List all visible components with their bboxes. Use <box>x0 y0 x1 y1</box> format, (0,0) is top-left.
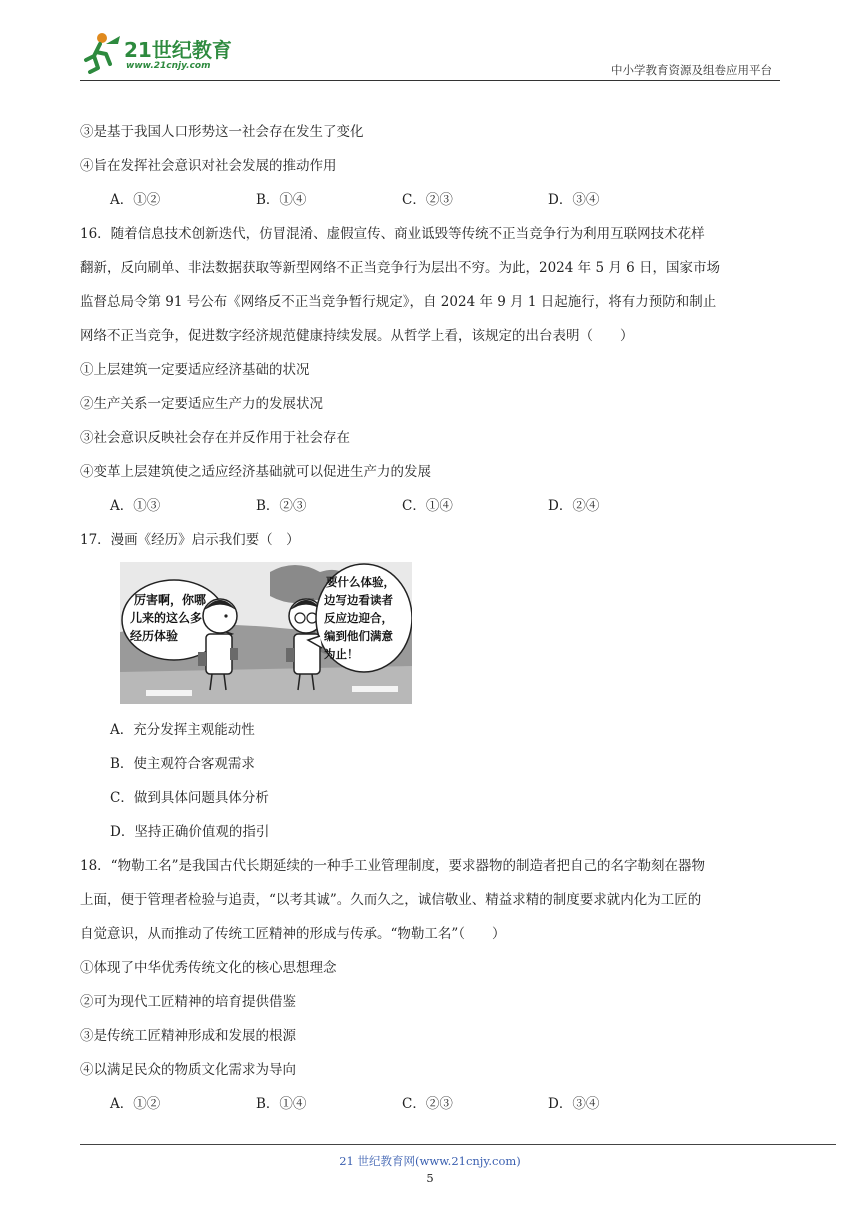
q18-option-b[interactable]: B．①④ <box>256 1096 307 1112</box>
comic-illustration <box>120 562 412 704</box>
site-logo[interactable] <box>80 28 260 76</box>
q18-item-4: ④以满足民众的物质文化需求为导向 <box>80 1062 296 1078</box>
footer-site-link[interactable]: 21 世纪教育网(www.21cnjy.com) <box>339 1154 521 1168</box>
q16-stem-line-1: 16．随着信息技术创新迭代，仿冒混淆、虚假宣传、商业诋毁等传统不正当竞争行为利用互联网技术花样 <box>80 226 705 242</box>
q17-option-d[interactable]: D．坚持正确价值观的指引 <box>110 824 270 840</box>
running-man-logo-icon <box>80 30 124 74</box>
logo-url: www.21cnjy.com <box>126 61 211 71</box>
bubble-right-line-2: 边写边看读者 <box>324 593 393 607</box>
q17-stem: 17．漫画《经历》启示我们要（ ） <box>80 532 300 548</box>
q18-option-a[interactable]: A．①② <box>110 1096 161 1112</box>
bubble-left-line-3: 经历体验 <box>130 629 179 643</box>
page-header <box>80 28 780 80</box>
q16-item-4: ④变革上层建筑使之适应经济基础就可以促进生产力的发展 <box>80 464 431 480</box>
q18-item-2: ②可为现代工匠精神的培育提供借鉴 <box>80 994 296 1010</box>
logo-title: 21世纪教育 <box>124 38 232 62</box>
q18-item-1: ①体现了中华优秀传统文化的核心思想理念 <box>80 960 337 976</box>
header-divider <box>80 80 780 81</box>
bubble-left-line-1: 厉害啊，你哪 <box>134 593 207 607</box>
bubble-right-line-1: 要什么体验， <box>326 575 395 589</box>
q16-option-a[interactable]: A．①③ <box>110 498 161 514</box>
q18-stem-line-2: 上面，便于管理者检验与追责，“以考其诚”。久而久之，诚信敬业、精益求精的制度要求就内化为工匠的 <box>80 892 702 908</box>
q15-item-3: ③是基于我国人口形势这一社会存在发生了变化 <box>80 124 364 140</box>
bubble-right-line-3: 反应边迎合， <box>324 611 393 625</box>
q15-option-d[interactable]: D．③④ <box>548 192 600 208</box>
q16-stem-line-2: 翻新，反向刷单、非法数据获取等新型网络不正当竞争行为层出不穷。为此，2024 年 5 月 6 日，国家市场 <box>80 260 720 276</box>
q16-options <box>110 496 694 516</box>
q17-option-a[interactable]: A．充分发挥主观能动性 <box>110 722 255 738</box>
bubble-left-line-2: 儿来的这么多 <box>130 611 203 625</box>
q18-item-3: ③是传统工匠精神形成和发展的根源 <box>80 1028 296 1044</box>
q16-option-d[interactable]: D．②④ <box>548 498 600 514</box>
platform-name: 中小学教育资源及组卷应用平台 <box>611 63 772 77</box>
q16-stem-line-4: 网络不正当竞争，促进数字经济规范健康持续发展。从哲学上看，该规定的出台表明（ ） <box>80 328 634 344</box>
bubble-right-line-5: 为止！ <box>324 647 359 661</box>
q15-option-b[interactable]: B．①④ <box>256 192 307 208</box>
q16-option-b[interactable]: B．②③ <box>256 498 307 514</box>
q16-stem-line-3: 监督总局令第 91 号公布《网络反不正当竞争暂行规定》，自 2024 年 9 月 1 日起施行，将有力预防和制止 <box>80 294 717 310</box>
q18-stem-line-1: 18．“物勒工名”是我国古代长期延续的一种手工业管理制度，要求器物的制造者把自己的名字勒刻在器物 <box>80 858 705 874</box>
page-number: 5 <box>426 1171 434 1185</box>
q15-option-c[interactable]: C．②③ <box>402 192 453 208</box>
q16-item-1: ①上层建筑一定要适应经济基础的状况 <box>80 362 310 378</box>
q16-item-3: ③社会意识反映社会存在并反作用于社会存在 <box>80 430 350 446</box>
footer-divider <box>80 1144 836 1145</box>
q17-option-c[interactable]: C．做到具体问题具体分析 <box>110 790 269 806</box>
q18-stem-line-3: 自觉意识，从而推动了传统工匠精神的形成与传承。“物勒工名”（ ） <box>80 926 506 942</box>
q15-options <box>110 190 694 210</box>
bubble-right-line-4: 编到他们满意 <box>324 629 393 643</box>
q18-option-d[interactable]: D．③④ <box>548 1096 600 1112</box>
q16-option-c[interactable]: C．①④ <box>402 498 453 514</box>
q17-option-b[interactable]: B．使主观符合客观需求 <box>110 756 255 772</box>
q18-option-c[interactable]: C．②③ <box>402 1096 453 1112</box>
q15-item-4: ④旨在发挥社会意识对社会发展的推动作用 <box>80 158 337 174</box>
q18-options <box>110 1094 694 1114</box>
q16-item-2: ②生产关系一定要适应生产力的发展状况 <box>80 396 323 412</box>
q15-option-a[interactable]: A．①② <box>110 192 161 208</box>
